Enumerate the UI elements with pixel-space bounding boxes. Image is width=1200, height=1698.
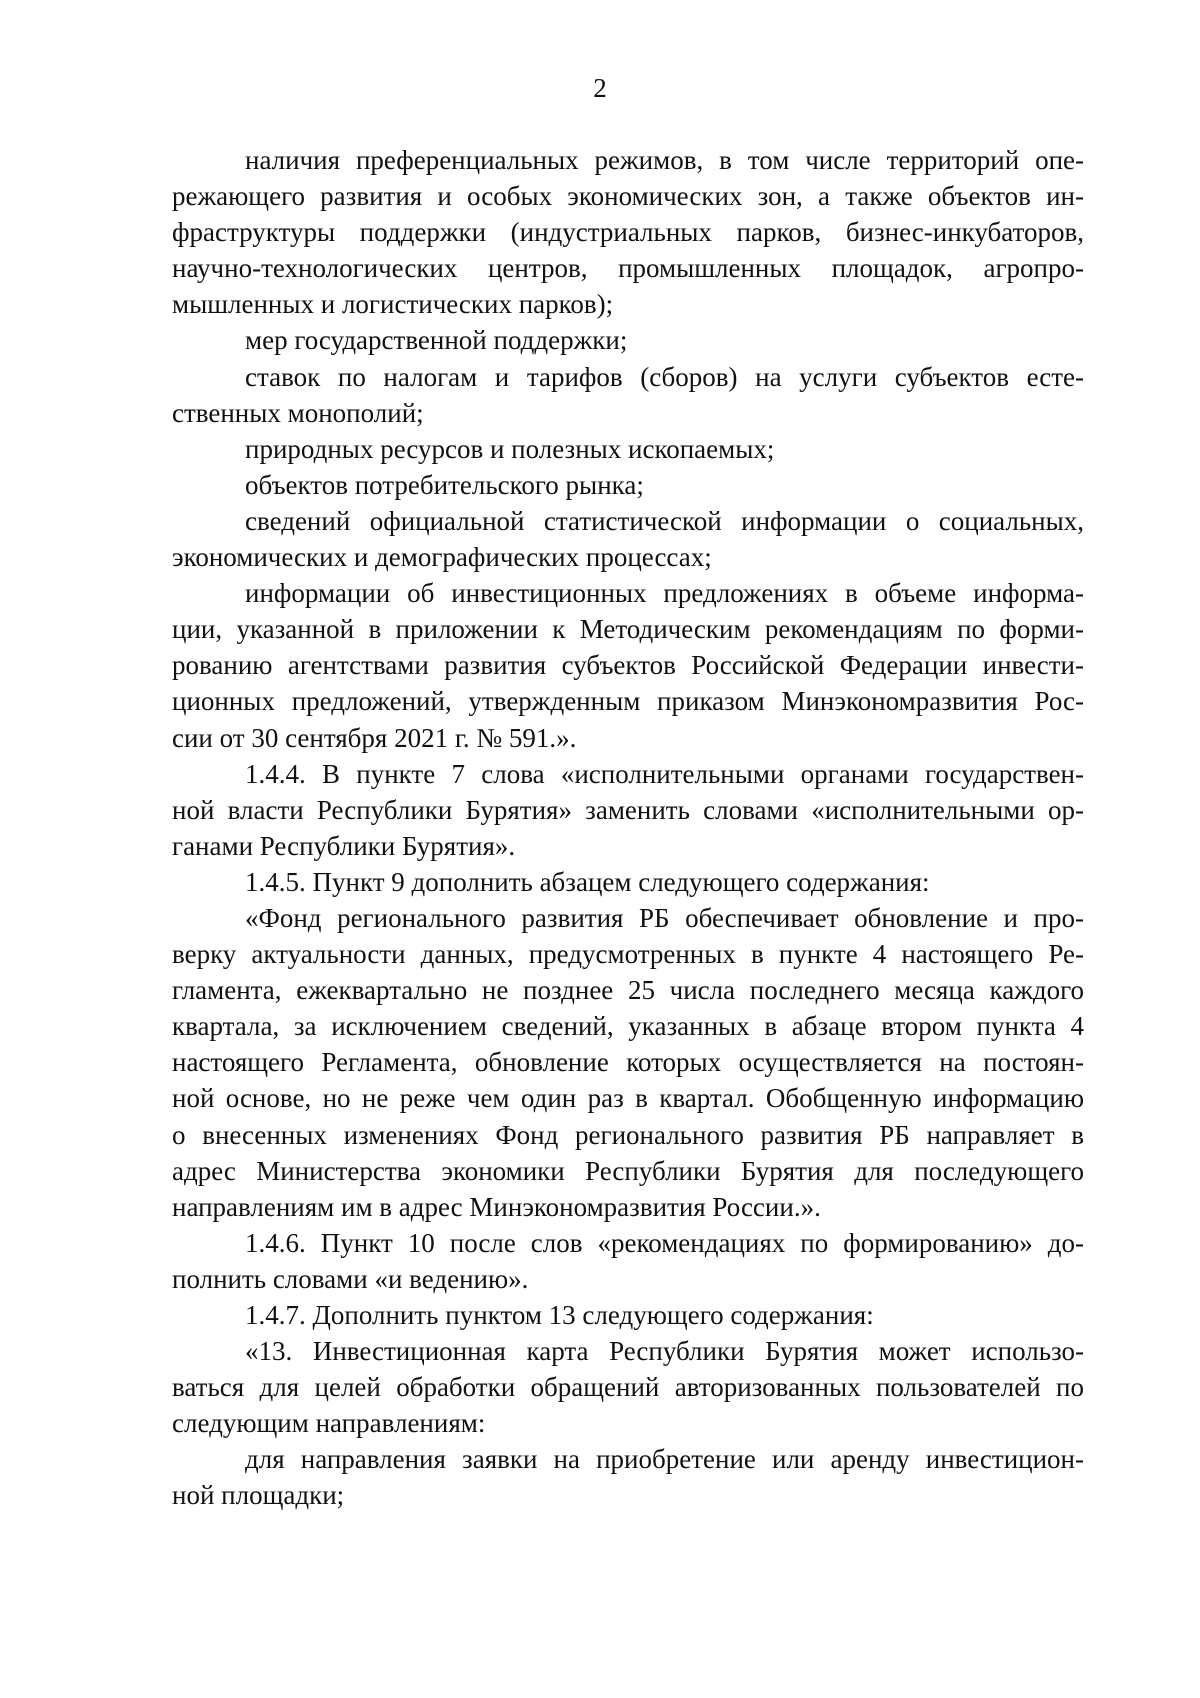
page-number: 2 <box>593 73 607 103</box>
paragraph-item-1-4-4 <box>172 756 1084 864</box>
text-line: природных ресурсов и полезных ископаемых; <box>245 433 775 464</box>
document-body <box>172 142 1084 1514</box>
text-line: ной основе, но не реже чем один раз в квартал. Обобщенную информацию <box>172 1083 1084 1114</box>
text-line: 1.4.7. Дополнить пунктом 13 следующего содержания: <box>245 1300 874 1330</box>
text-line: сведений официальной статистической информации о социальных, <box>245 505 1084 536</box>
text-line: гламента, ежеквартально не позднее 25 числа последнего месяца каждого <box>172 975 1084 1006</box>
text-line: рованию агентствами развития субъектов Российской Федерации инвести- <box>172 650 1084 681</box>
text-line: объектов потребительского рынка; <box>245 469 644 500</box>
paragraph-natural-resources <box>172 431 1084 467</box>
text-line: настоящего Регламента, обновление которых осуществляется на постоян- <box>172 1047 1084 1078</box>
text-line: 1.4.4. В пункте 7 слова «исполнительными органами государствен- <box>245 758 1084 789</box>
text-line: квартала, за исключением сведений, указанных в абзаце втором пункта 4 <box>172 1011 1084 1042</box>
text-line: направлениям им в адрес Минэкономразвития России.». <box>172 1191 821 1222</box>
paragraph-tax-rates <box>172 359 1084 431</box>
text-line: верку актуальности данных, предусмотренных в пункте 4 настоящего Ре- <box>172 939 1084 970</box>
text-line: о внесенных изменениях Фонд регионального развития РБ направляет в <box>172 1119 1084 1150</box>
text-line: фраструктуры поддержки (индустриальных парков, бизнес-инкубаторов, <box>172 217 1084 248</box>
text-line: ции, указанной в приложении к Методическим рекомендациям по форми- <box>172 614 1084 645</box>
paragraph-official-statistics <box>172 503 1084 575</box>
text-line: для направления заявки на приобретение или аренду инвестицион- <box>245 1444 1084 1475</box>
text-line: ственных монополий; <box>172 397 424 428</box>
paragraph-fund-quote <box>172 900 1084 1225</box>
text-line: мышленных и логистических парков); <box>172 289 614 320</box>
text-line: адрес Министерства экономики Республики Бурятия для последующего <box>172 1155 1084 1186</box>
text-line: наличия преференциальных режимов, в том числе территорий опе- <box>245 145 1084 175</box>
paragraph-item-1-4-7 <box>172 1297 1084 1333</box>
text-line: ной власти Республики Бурятия» заменить словами «исполнительными ор- <box>172 794 1084 825</box>
paragraph-item-1-4-5 <box>172 864 1084 900</box>
paragraph-item-13-quote <box>172 1333 1084 1441</box>
text-line: научно-технологических центров, промышленных площадок, агропро- <box>172 253 1084 284</box>
paragraph-preferential-regimes <box>172 142 1084 322</box>
text-line: режающего развития и особых экономических зон, а также объектов ин- <box>172 181 1084 212</box>
text-line: экономических и демографических процессах; <box>172 542 712 573</box>
paragraph-state-support <box>172 322 1084 358</box>
text-line: ционных предложений, утвержденным приказом Минэкономразвития Рос- <box>172 686 1084 717</box>
text-line: ганами Республики Бурятия». <box>172 830 516 861</box>
paragraph-item-1-4-6 <box>172 1225 1084 1297</box>
text-line: 1.4.5. Пункт 9 дополнить абзацем следующего содержания: <box>245 866 930 897</box>
text-line: 1.4.6. Пункт 10 после слов «рекомендациях по формированию» до- <box>245 1227 1084 1258</box>
text-line: сии от 30 сентября 2021 г. № 591.». <box>172 722 577 753</box>
text-line: ной площадки; <box>172 1480 345 1511</box>
text-line: полнить словами «и ведению». <box>172 1263 529 1294</box>
paragraph-consumer-market <box>172 467 1084 503</box>
text-line: следующим направлениям: <box>172 1408 486 1439</box>
text-line: мер государственной поддержки; <box>245 325 628 356</box>
paragraph-investment-proposals <box>172 575 1084 755</box>
text-line: «Фонд регионального развития РБ обеспечивает обновление и про- <box>245 902 1084 933</box>
text-line: «13. Инвестиционная карта Республики Бурятия может использо- <box>245 1336 1084 1367</box>
text-line: информации об инвестиционных предложениях в объеме информа- <box>245 578 1084 609</box>
text-line: ваться для целей обработки обращений авторизованных пользователей по <box>172 1372 1084 1403</box>
text-line: ставок по налогам и тарифов (сборов) на услуги субъектов есте- <box>245 361 1084 392</box>
paragraph-site-application <box>172 1441 1084 1513</box>
